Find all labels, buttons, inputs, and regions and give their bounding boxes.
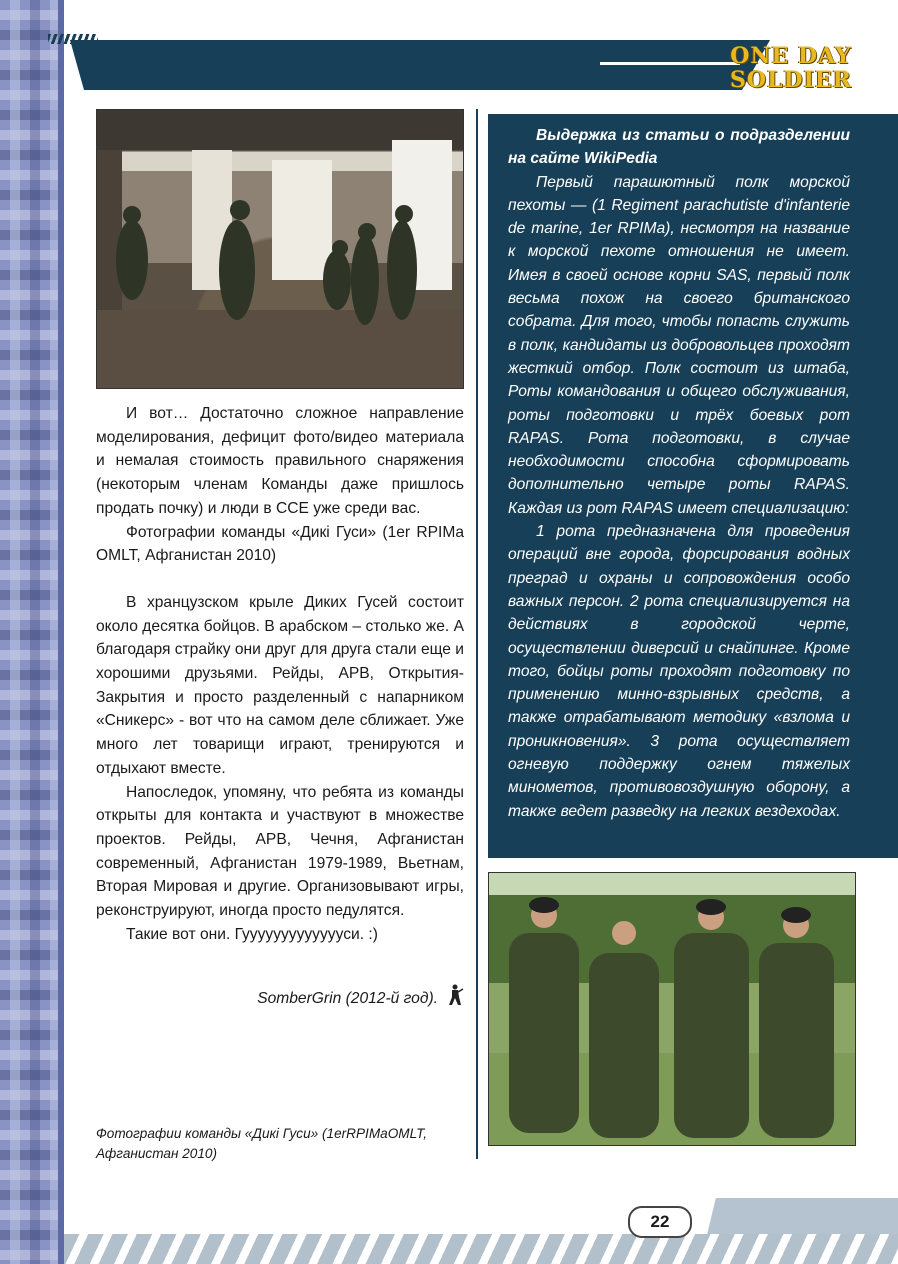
banner-accent-line: [600, 62, 740, 65]
magazine-logo: [726, 44, 856, 92]
photo-caption: Фотографии команды «Дикі Гуси» (1erRPIMaOMLT, Афганистан 2010): [96, 1126, 428, 1161]
page-number: 22: [628, 1206, 692, 1238]
photo-soldiers-building: [96, 109, 464, 389]
photo-soldiers-building-art: [97, 110, 463, 388]
paragraph: В хранцузском крыле Диких Гусей состоит около десятка бойцов. В арабском – столько же. А благодаря страйку они друг для друга стали еще и хорошими друзьями. Рейды, АРВ, Открытия-Закрытия и просто разделенный с напарником «Сникерс» - вот что на самом деле сближает. Уже много лет товарищи играют, тренируются и отдыхают вместе.: [96, 593, 464, 777]
article-body: [96, 402, 464, 946]
column-divider: [476, 109, 478, 1159]
wikipedia-excerpt-box: [488, 114, 898, 858]
excerpt-title: Выдержка из статьи о подразделении на сайте WikiPedia: [508, 127, 850, 168]
logo-line-2: SOLDIER: [730, 67, 852, 93]
photo-team-group-art: [489, 873, 855, 1145]
photo-team-group: [488, 872, 856, 1146]
camo-edge: [58, 0, 64, 1264]
excerpt-paragraph: Первый парашютный полк морской пехоты — (1 Regiment parachutiste d'infanterie de marine, 1er RPIMa), несмотря на название к морской пехоте отношения не имеет. Имея в своей основе корни SAS, первый полк весьма похож на своего британского собрата. Для того, чтобы попасть служить в полк, кандидаты из добровольцев проходят жесткий отбор. Полк состоит из штаба, Роты командования и общего обслуживания, роты подготовки и трёх боевых рот RAPAS. Рота подготовки, в случае необходимости способна сформировать дополнительно четыре роты RAPAS. Каждая из рот RAPAS имеет специализацию:: [508, 173, 850, 517]
footer-stripes: [64, 1234, 898, 1264]
paragraph: Фотографии команды «Дикі Гуси» (1er RPIMa OMLT, Афганистан 2010): [96, 523, 464, 565]
paragraph: Такие вот они. Гуууууууууууууси. :): [126, 925, 378, 943]
paragraph: Напоследок, упомяну, что ребята из команды открыты для контакта и участвуют в множестве проектов. Рейды, АРВ, Чечня, Афганистан современный, Афганистан 1979-1989, Вьетнам, Вторая Мировая и другие. Организовывают игры, реконструируют, иногда просто педулятся.: [96, 783, 464, 920]
paragraph: И вот… Достаточно сложное направление моделирования, дефицит фото/видео материала и немалая стоимость правильного снаряжения (некоторым членам Команды даже пришлось продать почку) и люди в ССЕ уже среди вас.: [96, 405, 464, 517]
author-signature: SomberGrin (2012-й год).: [257, 990, 438, 1007]
soldier-icon: [446, 984, 464, 1006]
logo-line-1: ONE DAY: [730, 43, 852, 69]
excerpt-paragraph: 1 рота предназначена для проведения операций вне города, форсирования водных преград и охраны и сопровождения особо важных персон. 2 рота специализируется на действиях в городской черте, осуществлении диверсий и снайпинге. Кроме того, бойцы роты проходят подготовку по применению минно-взрывных средств, а также отрабатывают методику «взлома и проникновения». 3 рота осуществляет огневую поддержку огнем тяжелых минометов, противовоздушную оборону, а также ведет разведку на легких вездеходах.: [508, 523, 850, 820]
header-banner: [70, 40, 770, 90]
camo-strip: [0, 0, 58, 1264]
